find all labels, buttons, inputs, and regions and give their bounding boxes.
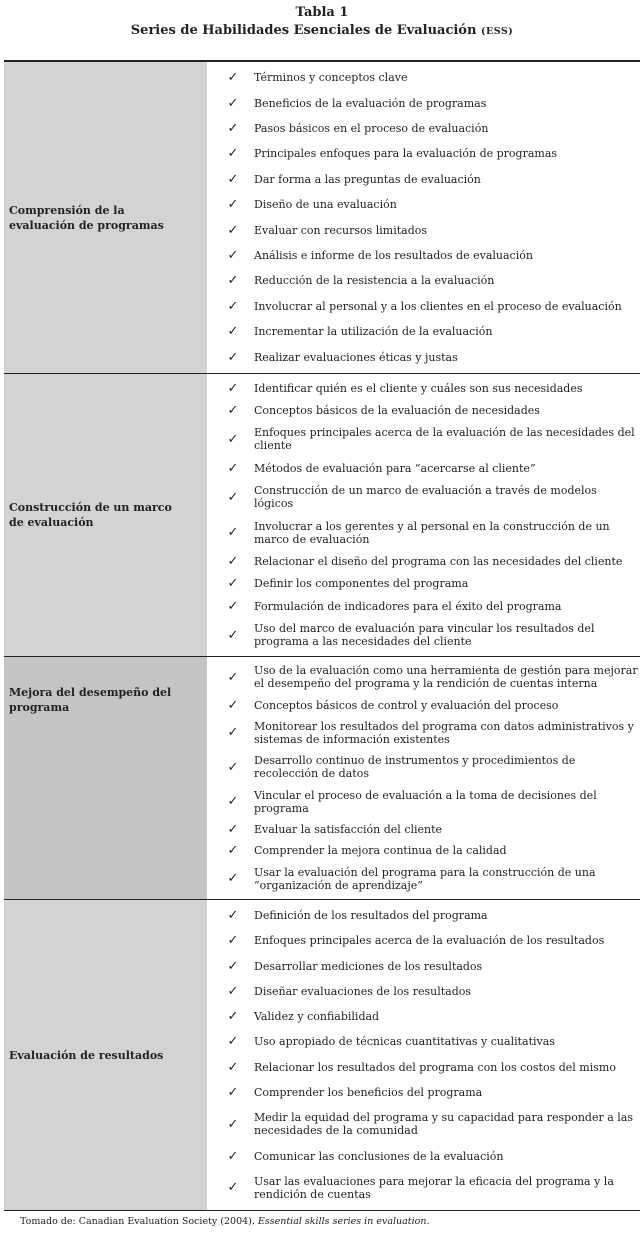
checkmark-icon: ✓ <box>227 1148 239 1164</box>
item-text: Diseñar evaluaciones de los resultados <box>254 984 472 998</box>
section-items <box>207 657 640 899</box>
list-item <box>207 404 640 417</box>
checkmark-icon: ✓ <box>227 794 239 810</box>
section-label <box>4 657 207 899</box>
item-text: Reducción de la resistencia a la evaluación <box>254 274 495 288</box>
checkmark-icon: ✓ <box>227 843 239 859</box>
item-text: Principales enfoques para la evaluación de programas <box>254 147 558 161</box>
item-text: Involucrar al personal y a los clientes en el proceso de evaluación <box>254 299 622 313</box>
checkmark-icon: ✓ <box>227 983 239 999</box>
item-text: Conceptos básicos de control y evaluación del proceso <box>254 698 559 712</box>
list-item <box>207 1175 640 1201</box>
checkmark-icon: ✓ <box>227 248 239 264</box>
item-text: Conceptos básicos de la evaluación de necesidades <box>254 404 540 418</box>
checkmark-icon: ✓ <box>227 324 239 340</box>
checkmark-icon: ✓ <box>227 933 239 949</box>
item-text: Dar forma a las preguntas de evaluación <box>254 172 481 186</box>
list-item <box>207 97 640 110</box>
item-text: Medir la equidad del programa y su capacidad para responder a las necesidades de la comunidad <box>254 1111 634 1138</box>
checkmark-icon: ✓ <box>227 725 239 741</box>
list-item <box>207 844 640 857</box>
table-title <box>0 4 644 41</box>
checkmark-icon: ✓ <box>227 958 239 974</box>
item-text: Uso de la evaluación como una herramienta de gestión para mejorar el desempeño del programa y la rendición de cuentas interna <box>254 664 638 691</box>
checkmark-icon: ✓ <box>227 95 239 111</box>
section-items <box>207 374 640 656</box>
list-item <box>207 224 640 237</box>
item-text: Comunicar las conclusiones de la evaluación <box>254 1149 504 1163</box>
checkmark-icon: ✓ <box>227 1116 239 1132</box>
skills-table <box>4 60 640 1211</box>
list-item <box>207 909 640 922</box>
item-text: Análisis e informe de los resultados de evaluación <box>254 249 533 263</box>
section-items <box>207 62 640 373</box>
list-item <box>207 699 640 712</box>
item-text: Enfoques principales acerca de la evaluación de las necesidades del cliente <box>254 426 635 453</box>
checkmark-icon: ✓ <box>227 871 239 887</box>
table-number: Tabla 1 <box>295 5 349 20</box>
checkmark-icon: ✓ <box>227 697 239 713</box>
checkmark-icon: ✓ <box>227 349 239 365</box>
item-text: Uso del marco de evaluación para vincular los resultados del programa a las necesidades del cliente <box>254 622 595 649</box>
item-text: Términos y conceptos clave <box>254 71 408 85</box>
item-text: Monitorear los resultados del programa con datos administrativos y sistemas de información existentes <box>254 719 634 746</box>
checkmark-icon: ✓ <box>227 403 239 419</box>
item-text: Desarrollar mediciones de los resultados <box>254 959 483 973</box>
item-text: Relacionar los resultados del programa con los costos del mismo <box>254 1060 616 1074</box>
item-text: Comprender los beneficios del programa <box>254 1085 483 1099</box>
list-item <box>207 789 640 815</box>
checkmark-icon: ✓ <box>227 1034 239 1050</box>
list-item <box>207 173 640 186</box>
section-label <box>4 900 207 1210</box>
list-item <box>207 462 640 475</box>
checkmark-icon: ✓ <box>227 273 239 289</box>
checkmark-icon: ✓ <box>227 70 239 86</box>
checkmark-icon: ✓ <box>227 197 239 213</box>
checkmark-icon: ✓ <box>227 576 239 592</box>
checkmark-icon: ✓ <box>227 171 239 187</box>
list-item <box>207 71 640 84</box>
list-item <box>207 484 640 510</box>
list-item <box>207 520 640 546</box>
list-item <box>207 300 640 313</box>
item-text: Pasos básicos en el proceso de evaluación <box>254 122 489 136</box>
item-text: Evaluar la satisfacción del cliente <box>254 823 443 837</box>
table-section <box>4 62 640 374</box>
list-item <box>207 622 640 648</box>
section-label <box>4 374 207 656</box>
list-item <box>207 147 640 160</box>
item-text: Usar las evaluaciones para mejorar la eficacia del programa y la rendición de cuentas <box>254 1174 614 1201</box>
list-item <box>207 600 640 613</box>
checkmark-icon: ✓ <box>227 146 239 162</box>
item-text: Usar la evaluación del programa para la construcción de una “organización de aprendizaje” <box>254 865 596 892</box>
list-item <box>207 555 640 568</box>
item-text: Comprender la mejora continua de la calidad <box>254 844 507 858</box>
item-text: Beneficios de la evaluación de programas <box>254 96 487 110</box>
checkmark-icon: ✓ <box>227 1180 239 1196</box>
list-item <box>207 754 640 780</box>
list-item <box>207 426 640 452</box>
list-item <box>207 1010 640 1023</box>
list-item <box>207 664 640 690</box>
item-text: Realizar evaluaciones éticas y justas <box>254 350 458 364</box>
table-section <box>4 900 640 1211</box>
item-text: Uso apropiado de técnicas cuantitativas y cualitativas <box>254 1035 555 1049</box>
item-text: Vincular el proceso de evaluación a la toma de decisiones del programa <box>254 788 597 815</box>
section-label <box>4 62 207 373</box>
list-item <box>207 1086 640 1099</box>
item-text: Construcción de un marco de evaluación a través de modelos lógicos <box>254 484 597 511</box>
list-item <box>207 985 640 998</box>
checkmark-icon: ✓ <box>227 1059 239 1075</box>
list-item <box>207 122 640 135</box>
item-text: Definir los componentes del programa <box>254 577 469 591</box>
checkmark-icon: ✓ <box>227 298 239 314</box>
list-item <box>207 1150 640 1163</box>
item-text: Relacionar el diseño del programa con las necesidades del cliente <box>254 555 623 569</box>
section-label-text: Construcción de un marco de evaluación <box>9 501 172 529</box>
checkmark-icon: ✓ <box>227 1084 239 1100</box>
section-label-text: Mejora del desempeño del programa <box>9 686 172 714</box>
item-text: Evaluar con recursos limitados <box>254 223 428 237</box>
table-caption: Series de Habilidades Esenciales de Evaluación (ESS) <box>130 23 514 38</box>
checkmark-icon: ✓ <box>227 669 239 685</box>
checkmark-icon: ✓ <box>227 431 239 447</box>
list-item <box>207 274 640 287</box>
checkmark-icon: ✓ <box>227 489 239 505</box>
list-item <box>207 720 640 746</box>
list-item <box>207 1111 640 1137</box>
item-text: Diseño de una evaluación <box>254 198 397 212</box>
table-section <box>4 657 640 900</box>
table-abbr: (ESS) <box>480 26 514 37</box>
checkmark-icon: ✓ <box>227 598 239 614</box>
list-item <box>207 577 640 590</box>
list-item <box>207 1035 640 1048</box>
section-items <box>207 900 640 1210</box>
list-item <box>207 325 640 338</box>
item-text: Enfoques principales acerca de la evaluación de los resultados <box>254 934 605 948</box>
list-item <box>207 866 640 892</box>
checkmark-icon: ✓ <box>227 554 239 570</box>
item-text: Identificar quién es el cliente y cuáles son sus necesidades <box>254 381 583 395</box>
table-section <box>4 374 640 657</box>
checkmark-icon: ✓ <box>227 525 239 541</box>
list-item <box>207 960 640 973</box>
checkmark-icon: ✓ <box>227 759 239 775</box>
item-text: Métodos de evaluación para “acercarse al cliente” <box>254 461 536 475</box>
list-item <box>207 1061 640 1074</box>
list-item <box>207 249 640 262</box>
checkmark-icon: ✓ <box>227 121 239 137</box>
checkmark-icon: ✓ <box>227 460 239 476</box>
checkmark-icon: ✓ <box>227 1009 239 1025</box>
section-label-text: Evaluación de resultados <box>9 1048 164 1062</box>
list-item <box>207 934 640 947</box>
list-item <box>207 382 640 395</box>
list-item <box>207 351 640 364</box>
section-label-text: Comprensión de la evaluación de programas <box>9 203 164 232</box>
source-note: Tomado de: Canadian Evaluation Society (2004). Essential skills series in evaluation. <box>20 1216 430 1227</box>
checkmark-icon: ✓ <box>227 380 239 396</box>
list-item <box>207 823 640 836</box>
item-text: Definición de los resultados del programa <box>254 909 488 923</box>
item-text: Incrementar la utilización de la evaluación <box>254 325 493 339</box>
list-item <box>207 198 640 211</box>
item-text: Desarrollo continuo de instrumentos y procedimientos de recolección de datos <box>254 754 576 781</box>
item-text: Formulación de indicadores para el éxito del programa <box>254 599 562 613</box>
item-text: Validez y confiabilidad <box>254 1010 380 1024</box>
item-text: Involucrar a los gerentes y al personal en la construcción de un marco de evaluación <box>254 519 610 546</box>
checkmark-icon: ✓ <box>227 222 239 238</box>
checkmark-icon: ✓ <box>227 627 239 643</box>
checkmark-icon: ✓ <box>227 822 239 838</box>
checkmark-icon: ✓ <box>227 908 239 924</box>
